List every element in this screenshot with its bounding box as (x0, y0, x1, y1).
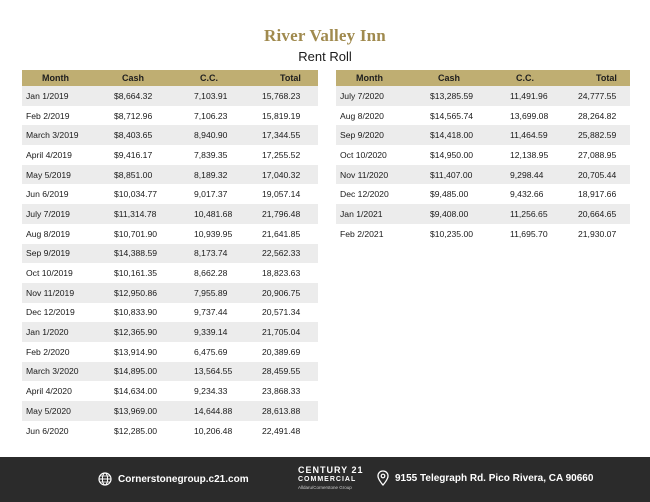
cell-total: 28,264.82 (566, 106, 630, 126)
table-row (22, 263, 318, 283)
cell-total: 24,777.55 (566, 86, 630, 106)
cell-cc: 9,234.33 (180, 381, 250, 401)
cell-cash: $14,565.74 (424, 106, 496, 126)
table-row (336, 125, 630, 145)
rent-roll-table-right (336, 70, 630, 244)
cell-month: April 4/2020 (22, 381, 108, 401)
cell-total: 15,819.19 (250, 106, 318, 126)
cell-month: Aug 8/2019 (22, 224, 108, 244)
table-row (22, 125, 318, 145)
cell-cash: $12,950.86 (108, 283, 180, 303)
table-row (22, 165, 318, 185)
cell-month: Nov 11/2019 (22, 283, 108, 303)
cell-month: Jan 1/2020 (22, 322, 108, 342)
cell-cash: $14,895.00 (108, 362, 180, 382)
globe-icon (98, 472, 112, 486)
cell-cash: $14,388.59 (108, 244, 180, 264)
cell-month: Jun 6/2020 (22, 421, 108, 441)
cell-cc: 7,955.89 (180, 283, 250, 303)
table-row (336, 224, 630, 244)
table-row (22, 421, 318, 441)
cell-cc: 9,339.14 (180, 322, 250, 342)
cell-cash: $13,914.90 (108, 342, 180, 362)
cell-month: May 5/2020 (22, 401, 108, 421)
cell-cc: 10,206.48 (180, 421, 250, 441)
rent-roll-body-right (336, 86, 630, 244)
table-row (22, 381, 318, 401)
cell-cash: $14,950.00 (424, 145, 496, 165)
table-row (336, 184, 630, 204)
cell-total: 21,930.07 (566, 224, 630, 244)
cell-total: 27,088.95 (566, 145, 630, 165)
cell-total: 20,906.75 (250, 283, 318, 303)
cell-total: 28,613.88 (250, 401, 318, 421)
column-header-total: Total (566, 70, 630, 86)
cell-cash: $8,712.96 (108, 106, 180, 126)
cell-cc: 11,491.96 (496, 86, 566, 106)
cell-cc: 9,737.44 (180, 303, 250, 323)
cell-total: 20,664.65 (566, 204, 630, 224)
table-row (336, 204, 630, 224)
footer-address (377, 470, 593, 486)
cell-total: 25,882.59 (566, 125, 630, 145)
cell-total: 17,255.52 (250, 145, 318, 165)
cell-month: Oct 10/2020 (336, 145, 424, 165)
cell-cc: 11,695.70 (496, 224, 566, 244)
cell-cash: $8,403.65 (108, 125, 180, 145)
cell-cc: 6,475.69 (180, 342, 250, 362)
column-header-cash: Cash (424, 70, 496, 86)
cell-month: May 5/2019 (22, 165, 108, 185)
document-title: River Valley Inn (264, 26, 386, 45)
cell-cc: 14,644.88 (180, 401, 250, 421)
rent-roll-body-left (22, 86, 318, 440)
cell-total: 22,491.48 (250, 421, 318, 441)
cell-month: Nov 11/2020 (336, 165, 424, 185)
table-row (336, 86, 630, 106)
cell-month: Dec 12/2019 (22, 303, 108, 323)
cell-total: 20,705.44 (566, 165, 630, 185)
cell-cash: $9,408.00 (424, 204, 496, 224)
cell-cash: $9,485.00 (424, 184, 496, 204)
cell-cash: $11,314.78 (108, 204, 180, 224)
cell-cash: $13,969.00 (108, 401, 180, 421)
column-header-cash: Cash (108, 70, 180, 86)
cell-cc: 7,106.23 (180, 106, 250, 126)
table-row (22, 303, 318, 323)
cell-month: Jan 1/2021 (336, 204, 424, 224)
cell-cash: $10,833.90 (108, 303, 180, 323)
cell-cc: 7,103.91 (180, 86, 250, 106)
cell-month: Dec 12/2020 (336, 184, 424, 204)
cell-cash: $13,285.59 (424, 86, 496, 106)
table-row (22, 204, 318, 224)
footer-website-text[interactable]: Cornerstonegroup.c21.com (118, 473, 249, 485)
cell-cc: 9,298.44 (496, 165, 566, 185)
logo-sub-text: COMMERCIAL (298, 476, 357, 483)
table-row (22, 362, 318, 382)
logo-tagline: Alldaru/Cornerstone Group (298, 485, 352, 490)
cell-cc: 8,940.90 (180, 125, 250, 145)
cell-total: 21,641.85 (250, 224, 318, 244)
footer-address-text: 9155 Telegraph Rd. Pico Rivera, CA 90660 (395, 472, 594, 484)
cell-cc: 12,138.95 (496, 145, 566, 165)
column-header-cc: C.C. (496, 70, 566, 86)
table-row (22, 401, 318, 421)
cell-cash: $12,365.90 (108, 322, 180, 342)
cell-cash: $8,851.00 (108, 165, 180, 185)
footer-bar (0, 457, 650, 502)
cell-cc: 13,564.55 (180, 362, 250, 382)
cell-cc: 9,017.37 (180, 184, 250, 204)
cell-month: March 3/2020 (22, 362, 108, 382)
cell-total: 18,823.63 (250, 263, 318, 283)
cell-cc: 10,481.68 (180, 204, 250, 224)
cell-total: 17,344.55 (250, 125, 318, 145)
table-row (22, 184, 318, 204)
column-header-total: Total (250, 70, 318, 86)
column-header-month: Month (336, 70, 424, 86)
cell-cc: 7,839.35 (180, 145, 250, 165)
table-row (22, 224, 318, 244)
cell-month: July 7/2019 (22, 204, 108, 224)
cell-month: Sep 9/2019 (22, 244, 108, 264)
cell-total: 19,057.14 (250, 184, 318, 204)
table-row (336, 106, 630, 126)
cell-month: Jun 6/2019 (22, 184, 108, 204)
table-row (336, 165, 630, 185)
cell-cash: $8,664.32 (108, 86, 180, 106)
table-header-row (336, 70, 630, 86)
rent-roll-table-left (22, 70, 318, 440)
cell-cash: $10,034.77 (108, 184, 180, 204)
table-row (22, 342, 318, 362)
cell-cc: 10,939.95 (180, 224, 250, 244)
cell-cash: $10,161.35 (108, 263, 180, 283)
table-row (22, 322, 318, 342)
column-header-month: Month (22, 70, 108, 86)
cell-month: Aug 8/2020 (336, 106, 424, 126)
table-row (336, 145, 630, 165)
table-header-row (22, 70, 318, 86)
cell-total: 28,459.55 (250, 362, 318, 382)
table-row (22, 244, 318, 264)
century21-logo (298, 465, 364, 491)
cell-total: 18,917.66 (566, 184, 630, 204)
cell-cc: 11,256.65 (496, 204, 566, 224)
cell-cash: $9,416.17 (108, 145, 180, 165)
table-row (22, 106, 318, 126)
cell-month: Feb 2/2020 (22, 342, 108, 362)
cell-cc: 13,699.08 (496, 106, 566, 126)
cell-cc: 8,662.28 (180, 263, 250, 283)
cell-total: 17,040.32 (250, 165, 318, 185)
location-pin-icon (377, 470, 389, 486)
cell-total: 20,571.34 (250, 303, 318, 323)
cell-cc: 9,432.66 (496, 184, 566, 204)
cell-total: 20,389.69 (250, 342, 318, 362)
cell-month: Sep 9/2020 (336, 125, 424, 145)
cell-cash: $14,634.00 (108, 381, 180, 401)
cell-total: 21,796.48 (250, 204, 318, 224)
footer-website[interactable] (98, 472, 249, 486)
logo-main-text: CENTURY 21 (298, 465, 364, 475)
cell-month: Feb 2/2021 (336, 224, 424, 244)
cell-month: April 4/2019 (22, 145, 108, 165)
cell-cash: $14,418.00 (424, 125, 496, 145)
cell-month: Feb 2/2019 (22, 106, 108, 126)
document-subtitle: Rent Roll (298, 49, 352, 64)
cell-cc: 8,173.74 (180, 244, 250, 264)
cell-month: March 3/2019 (22, 125, 108, 145)
cell-month: Jan 1/2019 (22, 86, 108, 106)
cell-cash: $10,701.90 (108, 224, 180, 244)
document-header (0, 26, 650, 64)
table-row (22, 86, 318, 106)
cell-month: Oct 10/2019 (22, 263, 108, 283)
cell-month: July 7/2020 (336, 86, 424, 106)
cell-cash: $11,407.00 (424, 165, 496, 185)
cell-total: 22,562.33 (250, 244, 318, 264)
cell-cash: $10,235.00 (424, 224, 496, 244)
cell-cc: 11,464.59 (496, 125, 566, 145)
cell-total: 23,868.33 (250, 381, 318, 401)
column-header-cc: C.C. (180, 70, 250, 86)
table-row (22, 283, 318, 303)
cell-cc: 8,189.32 (180, 165, 250, 185)
cell-cash: $12,285.00 (108, 421, 180, 441)
cell-total: 21,705.04 (250, 322, 318, 342)
cell-total: 15,768.23 (250, 86, 318, 106)
table-row (22, 145, 318, 165)
